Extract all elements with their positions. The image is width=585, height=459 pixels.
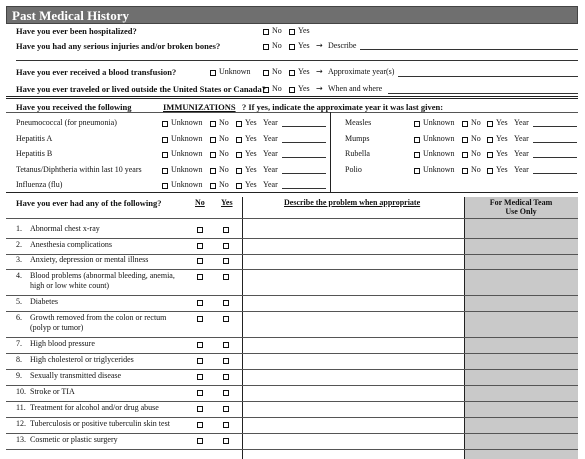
yes-checkbox[interactable] [223,358,229,364]
medical-team-column [464,197,578,459]
yes-checkbox[interactable] [487,152,493,158]
year-label: Year [263,180,278,189]
condition-name: Diabetes [30,297,58,306]
yes-checkbox[interactable] [289,70,295,76]
yes-label: Yes [496,165,508,174]
no-checkbox[interactable] [197,390,203,396]
unknown-checkbox[interactable] [414,137,420,143]
condition-name: Cosmetic or plastic surgery [30,435,118,444]
year-label: Year [263,149,278,158]
yes-checkbox[interactable] [236,137,242,143]
yes-checkbox[interactable] [236,168,242,174]
year-answer-line [533,157,577,158]
no-checkbox[interactable] [210,152,216,158]
no-label: No [272,84,282,93]
condition-number: 1. [16,224,22,233]
yes-label: Yes [496,149,508,158]
column-divider [242,197,243,459]
answer-line [360,49,578,50]
condition-number: 5. [16,297,22,306]
yes-label: Yes [496,134,508,143]
no-label: No [272,67,282,76]
unknown-checkbox[interactable] [414,152,420,158]
condition-name: Sexually transmitted disease [30,371,122,380]
row-divider [6,218,578,219]
condition-number: 9. [16,371,22,380]
vaccine-name: Hepatitis B [16,149,53,158]
yes-checkbox[interactable] [236,183,242,189]
yes-checkbox[interactable] [289,44,295,50]
form-title: Past Medical History [12,8,129,23]
year-label: Year [514,149,529,158]
condition-number: 2. [16,240,22,249]
unknown-checkbox[interactable] [162,137,168,143]
row-divider [6,385,578,386]
condition-name: Anxiety, depression or mental illness [30,255,149,264]
no-checkbox[interactable] [210,121,216,127]
immunizations-prompt: Have you received the following [16,102,132,112]
year-label: Year [263,134,278,143]
yes-checkbox[interactable] [487,137,493,143]
unknown-checkbox[interactable] [210,70,216,76]
yes-label: Yes [245,134,257,143]
no-label: No [471,118,481,127]
condition-number: 4. [16,271,22,280]
vaccine-name: Rubella [345,149,370,158]
medical-team-header: Use Only [505,207,537,216]
no-checkbox[interactable] [197,316,203,322]
unknown-label: Unknown [171,118,203,127]
question-text: Have you ever traveled or lived outside the United States or Canada? [16,84,267,94]
yes-checkbox[interactable] [487,121,493,127]
section-divider [6,112,578,113]
condition-number: 6. [16,313,22,322]
unknown-checkbox[interactable] [162,152,168,158]
title-bar [6,6,578,24]
no-label: No [219,180,229,189]
vaccine-name: Mumps [345,134,370,143]
yes-checkbox[interactable] [223,227,229,233]
yes-label: Yes [298,26,310,35]
no-label: No [471,149,481,158]
no-checkbox[interactable] [462,137,468,143]
no-label: No [471,134,481,143]
condition-name: Stroke or TIA [30,387,75,396]
yes-checkbox[interactable] [223,258,229,264]
no-checkbox[interactable] [197,300,203,306]
unknown-label: Unknown [171,165,203,174]
arrow-icon: → [316,67,323,76]
answer-line [398,76,578,77]
no-checkbox[interactable] [210,137,216,143]
no-label: No [272,41,282,50]
row-divider [6,369,578,370]
year-label: Year [514,165,529,174]
yes-checkbox[interactable] [223,316,229,322]
no-checkbox[interactable] [197,258,203,264]
year-answer-line [282,188,326,189]
answer-line [388,93,578,94]
year-answer-line [282,173,326,174]
year-answer-line [533,142,577,143]
yes-checkbox[interactable] [487,168,493,174]
year-answer-line [282,157,326,158]
yes-label: Yes [245,149,257,158]
year-label: Year [263,165,278,174]
condition-name: Blood problems (abnormal bleeding, anemia, [30,271,175,280]
arrow-icon: → [316,84,323,93]
yes-checkbox[interactable] [223,422,229,428]
no-checkbox[interactable] [263,70,269,76]
year-answer-line [533,173,577,174]
year-answer-line [533,126,577,127]
yes-checkbox[interactable] [223,342,229,348]
conditions-question: Have you ever had any of the following? [16,198,162,208]
yes-checkbox[interactable] [223,406,229,412]
condition-number: 11. [16,403,26,412]
yes-column-header: Yes [221,198,233,207]
immunizations-prompt-end: ? If yes, indicate the approximate year it was last given: [242,102,444,112]
yes-checkbox[interactable] [289,87,295,93]
row-divider [6,433,578,434]
unknown-checkbox[interactable] [414,121,420,127]
row-divider [6,401,578,402]
column-divider [464,197,465,459]
row-divider [6,295,578,296]
year-answer-line [282,126,326,127]
answer-line [16,60,578,61]
row-divider [6,311,578,312]
row-divider [6,353,578,354]
no-checkbox[interactable] [263,29,269,35]
yes-label: Yes [298,84,310,93]
unknown-label: Unknown [171,134,203,143]
no-label: No [219,134,229,143]
no-checkbox[interactable] [462,168,468,174]
no-checkbox[interactable] [462,121,468,127]
no-checkbox[interactable] [197,422,203,428]
vaccine-name: Tetanus/Diphtheria within last 10 years [16,165,142,174]
yes-label: Yes [245,180,257,189]
column-divider [330,112,331,192]
no-label: No [219,118,229,127]
describe-column-header: Describe the problem when appropriate [284,198,421,207]
followup-label: When and where [328,84,383,93]
condition-name: High cholesterol or triglycerides [30,355,134,364]
unknown-label: Unknown [171,149,203,158]
row-divider [6,269,578,270]
yes-label: Yes [298,41,310,50]
year-label: Year [514,118,529,127]
condition-name: Tuberculosis or positive tuberculin skin test [30,419,170,428]
no-checkbox[interactable] [263,44,269,50]
condition-name: Abnormal chest x-ray [30,224,100,233]
yes-checkbox[interactable] [236,152,242,158]
no-checkbox[interactable] [197,227,203,233]
no-checkbox[interactable] [197,342,203,348]
yes-checkbox[interactable] [223,300,229,306]
condition-name: Anesthesia complications [30,240,112,249]
yes-label: Yes [245,118,257,127]
no-label: No [219,149,229,158]
yes-checkbox[interactable] [289,29,295,35]
no-checkbox[interactable] [197,374,203,380]
year-label: Year [514,134,529,143]
yes-label: Yes [496,118,508,127]
vaccine-name: Polio [345,165,362,174]
unknown-checkbox[interactable] [162,168,168,174]
no-column-header: No [195,198,205,207]
question-text: Have you had any serious injuries and/or broken bones? [16,41,221,51]
no-checkbox[interactable] [197,406,203,412]
yes-checkbox[interactable] [223,243,229,249]
unknown-label: Unknown [171,180,203,189]
yes-checkbox[interactable] [223,438,229,444]
immunizations-keyword: IMMUNIZATIONS [163,102,236,112]
no-checkbox[interactable] [210,168,216,174]
yes-checkbox[interactable] [223,274,229,280]
no-checkbox[interactable] [197,274,203,280]
section-divider [6,192,578,193]
condition-number: 8. [16,355,22,364]
condition-name: Treatment for alcohol and/or drug abuse [30,403,159,412]
no-checkbox[interactable] [197,243,203,249]
row-divider [6,417,578,418]
no-checkbox[interactable] [197,358,203,364]
arrow-icon: → [316,41,323,50]
unknown-label: Unknown [219,67,251,76]
yes-checkbox[interactable] [223,390,229,396]
vaccine-name: Pneumococcal (for pneumonia) [16,118,117,127]
followup-label: Describe [328,41,357,50]
no-checkbox[interactable] [263,87,269,93]
condition-name-continued: (polyp or tumor) [30,323,84,332]
section-divider [6,96,578,97]
condition-number: 7. [16,339,22,348]
medical-team-header: For Medical Team [489,198,553,207]
condition-number: 10. [16,387,26,396]
condition-number: 12. [16,419,26,428]
no-checkbox[interactable] [462,152,468,158]
unknown-label: Unknown [423,149,455,158]
year-label: Year [263,118,278,127]
no-checkbox[interactable] [197,438,203,444]
yes-checkbox[interactable] [223,374,229,380]
condition-name: Growth removed from the colon or rectum [30,313,167,322]
unknown-label: Unknown [423,134,455,143]
vaccine-name: Influenza (flu) [16,180,63,189]
followup-label: Approximate year(s) [328,67,395,76]
question-text: Have you ever received a blood transfusion? [16,67,177,77]
unknown-checkbox[interactable] [162,183,168,189]
row-divider [6,449,578,450]
row-divider [6,238,578,239]
condition-number: 3. [16,255,22,264]
condition-name: High blood pressure [30,339,95,348]
question-text: Have you ever been hospitalized? [16,26,137,36]
condition-number: 13. [16,435,26,444]
no-checkbox[interactable] [210,183,216,189]
unknown-checkbox[interactable] [414,168,420,174]
unknown-label: Unknown [423,165,455,174]
no-label: No [471,165,481,174]
yes-label: Yes [298,67,310,76]
condition-name-continued: high or low white count) [30,281,110,290]
unknown-checkbox[interactable] [162,121,168,127]
section-divider [6,98,578,99]
yes-checkbox[interactable] [236,121,242,127]
vaccine-name: Measles [345,118,372,127]
vaccine-name: Hepatitis A [16,134,53,143]
year-answer-line [282,142,326,143]
no-label: No [219,165,229,174]
row-divider [6,337,578,338]
no-label: No [272,26,282,35]
unknown-label: Unknown [423,118,455,127]
yes-label: Yes [245,165,257,174]
